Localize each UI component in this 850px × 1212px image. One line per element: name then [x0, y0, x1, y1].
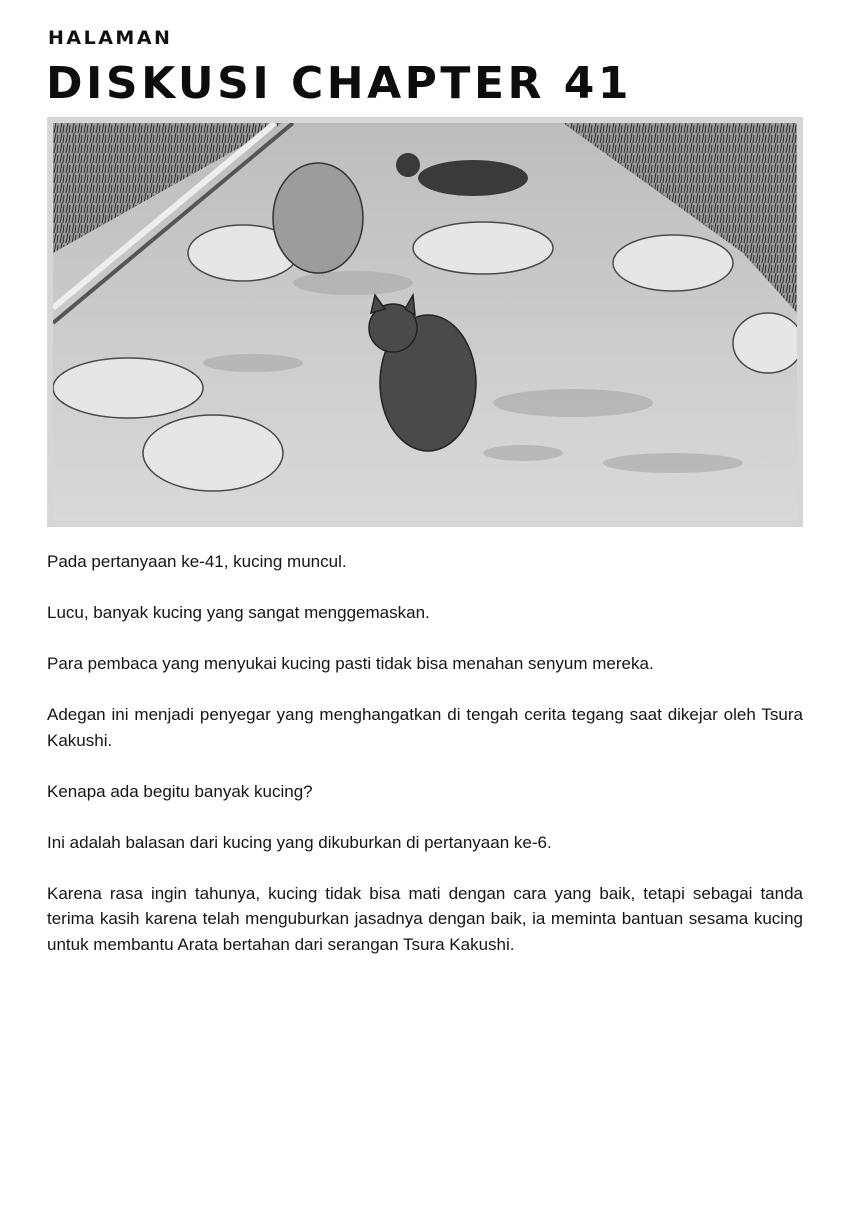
- paragraph: Pada pertanyaan ke-41, kucing muncul.: [47, 552, 347, 571]
- paragraph: Ini adalah balasan dari kucing yang dikuburkan di pertanyaan ke-6.: [47, 832, 552, 852]
- page-kicker: HALAMAN: [48, 27, 173, 49]
- paragraph: Para pembaca yang menyukai kucing pasti tidak bisa menahan senyum mereka.: [47, 654, 654, 673]
- paragraph: Kenapa ada begitu banyak kucing?: [47, 781, 313, 801]
- page-title: DISKUSI CHAPTER 41: [46, 58, 632, 109]
- manga-panel-figure: [47, 117, 803, 527]
- manga-panel-image: [53, 123, 797, 521]
- paragraph: Lucu, banyak kucing yang sangat menggemaskan.: [47, 603, 430, 622]
- paragraph: Adegan ini menjadi penyegar yang menghangatkan di tengah cerita tegang saat dikejar oleh Tsura Kakushi.: [47, 705, 803, 750]
- paragraph: Karena rasa ingin tahunya, kucing tidak bisa mati dengan cara yang baik, tetapi sebagai tanda terima kasih karena telah menguburkan jasadnya dengan baik, ia meminta bantuan sesama kucing untuk membantu Arata bertahan dari serangan Tsura Kakushi.: [47, 883, 803, 954]
- article-body: [47, 549, 803, 983]
- cats-on-road-illustration: [53, 123, 797, 521]
